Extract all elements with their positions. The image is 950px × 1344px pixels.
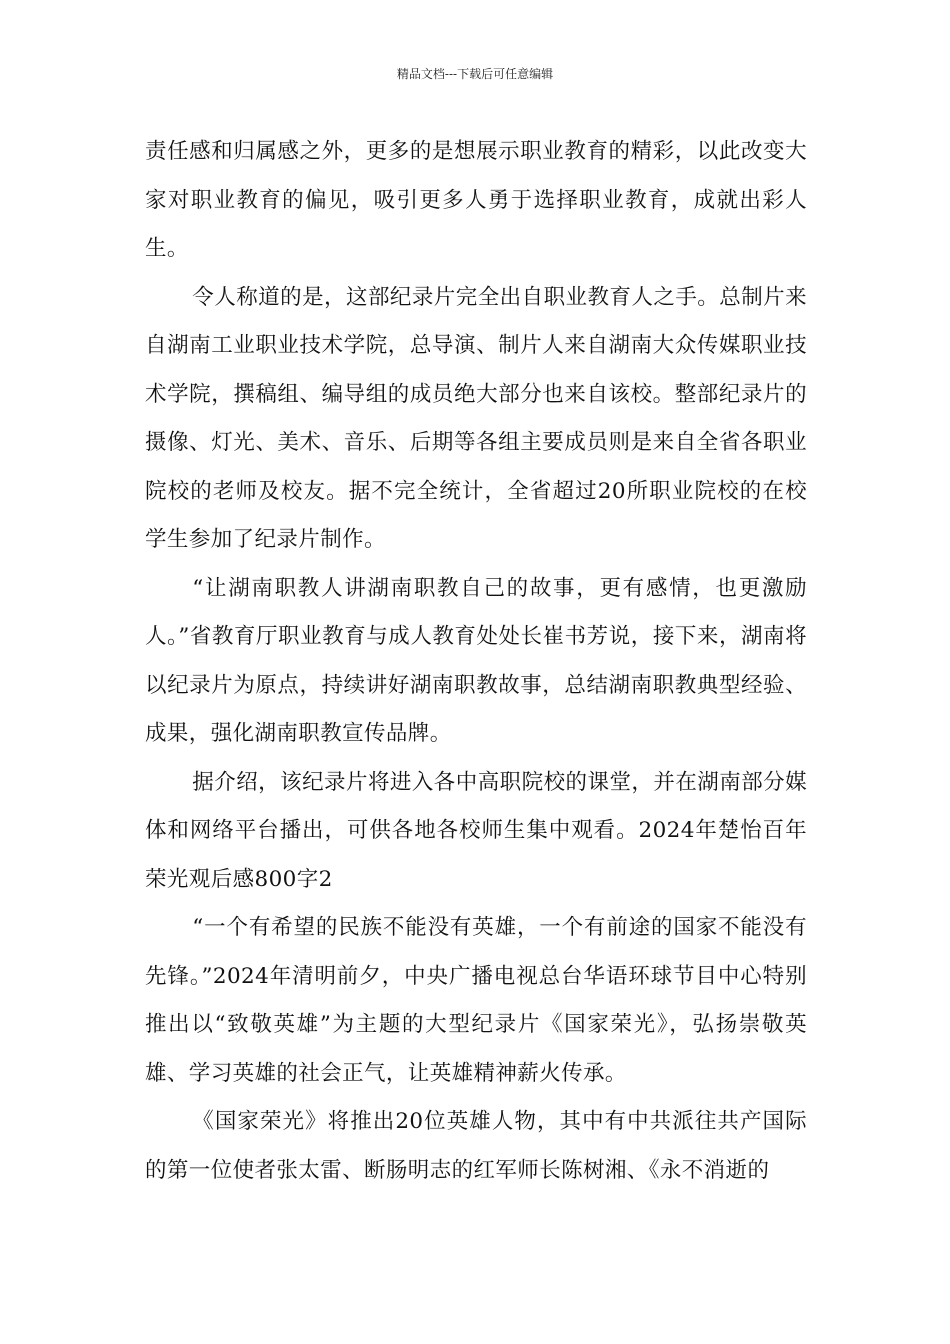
paragraph: “让湖南职教人讲湖南职教自己的故事，更有感情，也更激励人。”省教育厅职业教育与成人教育处处长崔书芳说，接下来，湖南将以纪录片为原点，持续讲好湖南职教故事，总结湖南职教典型经验、成果，强化湖南职教宣传品牌。 (145, 575, 807, 746)
paragraph: 《国家荣光》将推出20位英雄人物，其中有中共派往共产国际的第一位使者张太雷、断肠明志的红军师长陈树湘、《永不消逝的 (145, 1109, 807, 1183)
paragraph: 令人称道的是，这部纪录片完全出自职业教育人之手。总制片来自湖南工业职业技术学院，总导演、制片人来自湖南大众传媒职业技术学院，撰稿组、编导组的成员绝大部分也来自该校。整部纪录片的摄像、灯光、美术、音乐、后期等各组主要成员则是来自全省各职业院校的老师及校友。据不完全统计，全省超过20所职业院校的在校学生参加了纪录片制作。 (145, 284, 807, 552)
paragraph: 责任感和归属感之外，更多的是想展示职业教育的精彩，以此改变大家对职业教育的偏见，吸引更多人勇于选择职业教育，成就出彩人生。 (145, 139, 807, 261)
page-header: 精品文档---下载后可任意编辑 (396, 67, 554, 81)
paragraph: “一个有希望的民族不能没有英雄，一个有前途的国家不能没有先锋。”2024年清明前夕，中央广播电视总台华语环球节目中心特别推出以“致敬英雄”为主题的大型纪录片《国家荣光》，弘扬崇敬英雄、学习英雄的社会正气，让英雄精神薪火传承。 (145, 915, 807, 1086)
document-body (145, 128, 807, 1195)
paragraph: 据介绍，该纪录片将进入各中高职院校的课堂，并在湖南部分媒体和网络平台播出，可供各地各校师生集中观看。2024年楚怡百年荣光观后感800字2 (145, 769, 807, 892)
